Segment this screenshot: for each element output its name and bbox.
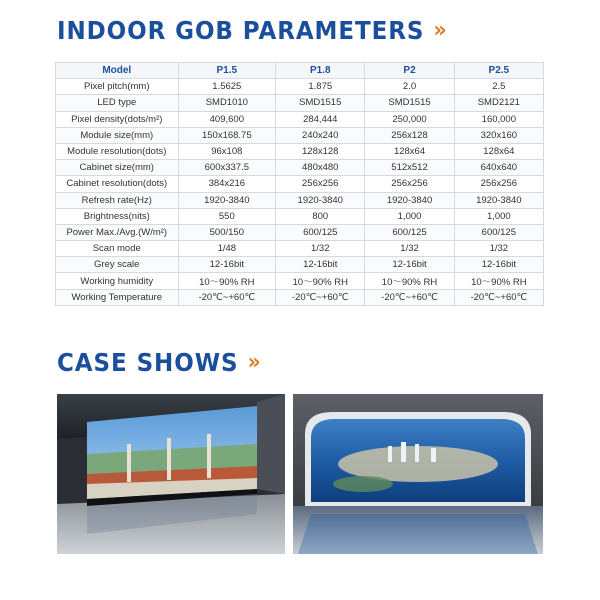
row-label: Module resolution(dots) (56, 143, 179, 159)
table-row (56, 192, 544, 208)
table-cell: 10～90% RH (178, 273, 276, 289)
table-cell: -20℃~+60℃ (365, 289, 454, 305)
table-cell: 1.875 (276, 79, 365, 95)
row-label: Power Max./Avg.(W/m²) (56, 224, 179, 240)
header-model: Model (56, 63, 179, 79)
row-label: Refresh rate(Hz) (56, 192, 179, 208)
table-cell: 800 (276, 208, 365, 224)
table-cell: SMD2121 (454, 95, 543, 111)
table-cell: 284,444 (276, 111, 365, 127)
row-label: Working humidity (56, 273, 179, 289)
row-label: Scan mode (56, 241, 179, 257)
table-cell: 256x256 (276, 176, 365, 192)
table-cell: 1/32 (276, 241, 365, 257)
table-row (56, 127, 544, 143)
parameters-heading (57, 16, 444, 45)
table-cell: 10～90% RH (365, 273, 454, 289)
table-cell: 160,000 (454, 111, 543, 127)
table-cell: 600x337.5 (178, 160, 276, 176)
table-cell: 1.5625 (178, 79, 276, 95)
table-cell: 480x480 (276, 160, 365, 176)
table-cell: 1920-3840 (276, 192, 365, 208)
table-cell: 128x128 (276, 143, 365, 159)
table-cell: 1/32 (454, 241, 543, 257)
parameters-table (55, 62, 544, 306)
table-cell: 12-16bit (178, 257, 276, 273)
table-cell: 500/150 (178, 224, 276, 240)
parameters-title: INDOOR GOB PARAMETERS (57, 16, 425, 45)
chevron-right-icon: » (433, 18, 444, 43)
header-p2: P2 (365, 63, 454, 79)
table-cell: 600/125 (276, 224, 365, 240)
table-row (56, 176, 544, 192)
row-label: Module size(mm) (56, 127, 179, 143)
case-shows-heading (57, 348, 258, 377)
table-row (56, 224, 544, 240)
table-row (56, 111, 544, 127)
table-cell: 150x168.75 (178, 127, 276, 143)
row-label: Pixel pitch(mm) (56, 79, 179, 95)
table-cell: 512x512 (365, 160, 454, 176)
header-p1-8: P1.8 (276, 63, 365, 79)
table-cell: -20℃~+60℃ (454, 289, 543, 305)
table-cell: SMD1515 (276, 95, 365, 111)
row-label: Working Temperature (56, 289, 179, 305)
table-cell: 12-16bit (365, 257, 454, 273)
case-photo-arch-screen (293, 394, 543, 554)
table-cell: 1,000 (454, 208, 543, 224)
table-cell: 550 (178, 208, 276, 224)
table-cell: SMD1010 (178, 95, 276, 111)
table-cell: 1920-3840 (454, 192, 543, 208)
table-cell: 320x160 (454, 127, 543, 143)
row-label: Grey scale (56, 257, 179, 273)
table-cell: 12-16bit (276, 257, 365, 273)
table-cell: 1,000 (365, 208, 454, 224)
header-p2-5: P2.5 (454, 63, 543, 79)
table-row (56, 273, 544, 289)
table-cell: 2.5 (454, 79, 543, 95)
table-cell: 1920-3840 (178, 192, 276, 208)
table-cell: 12-16bit (454, 257, 543, 273)
table-cell: 256x256 (365, 176, 454, 192)
case-shows-title: CASE SHOWS (57, 348, 239, 377)
table-cell: 240x240 (276, 127, 365, 143)
row-label: Pixel density(dots/m²) (56, 111, 179, 127)
table-cell: SMD1515 (365, 95, 454, 111)
table-row (56, 241, 544, 257)
chevron-right-icon: » (247, 350, 258, 375)
row-label: Brightness(nits) (56, 208, 179, 224)
table-cell: 128x64 (454, 143, 543, 159)
table-cell: 250,000 (365, 111, 454, 127)
table-cell: 1920-3840 (365, 192, 454, 208)
table-cell: 1/48 (178, 241, 276, 257)
table-row (56, 208, 544, 224)
table-cell: 2.0 (365, 79, 454, 95)
table-cell: -20℃~+60℃ (276, 289, 365, 305)
table-row (56, 160, 544, 176)
table-cell: 384x216 (178, 176, 276, 192)
case-photo-indoor-wall (57, 394, 285, 554)
row-label: LED type (56, 95, 179, 111)
table-row (56, 289, 544, 305)
table-cell: 10～90% RH (454, 273, 543, 289)
row-label: Cabinet resolution(dots) (56, 176, 179, 192)
table-cell: 600/125 (454, 224, 543, 240)
table-row (56, 143, 544, 159)
table-cell: 256x128 (365, 127, 454, 143)
table-cell: 96x108 (178, 143, 276, 159)
table-row (56, 257, 544, 273)
table-cell: 10～90% RH (276, 273, 365, 289)
table-cell: 600/125 (365, 224, 454, 240)
table-cell: 409,600 (178, 111, 276, 127)
table-cell: 256x256 (454, 176, 543, 192)
table-header-row (56, 63, 544, 79)
table-cell: 128x64 (365, 143, 454, 159)
row-label: Cabinet size(mm) (56, 160, 179, 176)
header-p1-5: P1.5 (178, 63, 276, 79)
table-cell: 1/32 (365, 241, 454, 257)
table-row (56, 79, 544, 95)
table-row (56, 95, 544, 111)
table-cell: 640x640 (454, 160, 543, 176)
table-cell: -20℃~+60℃ (178, 289, 276, 305)
